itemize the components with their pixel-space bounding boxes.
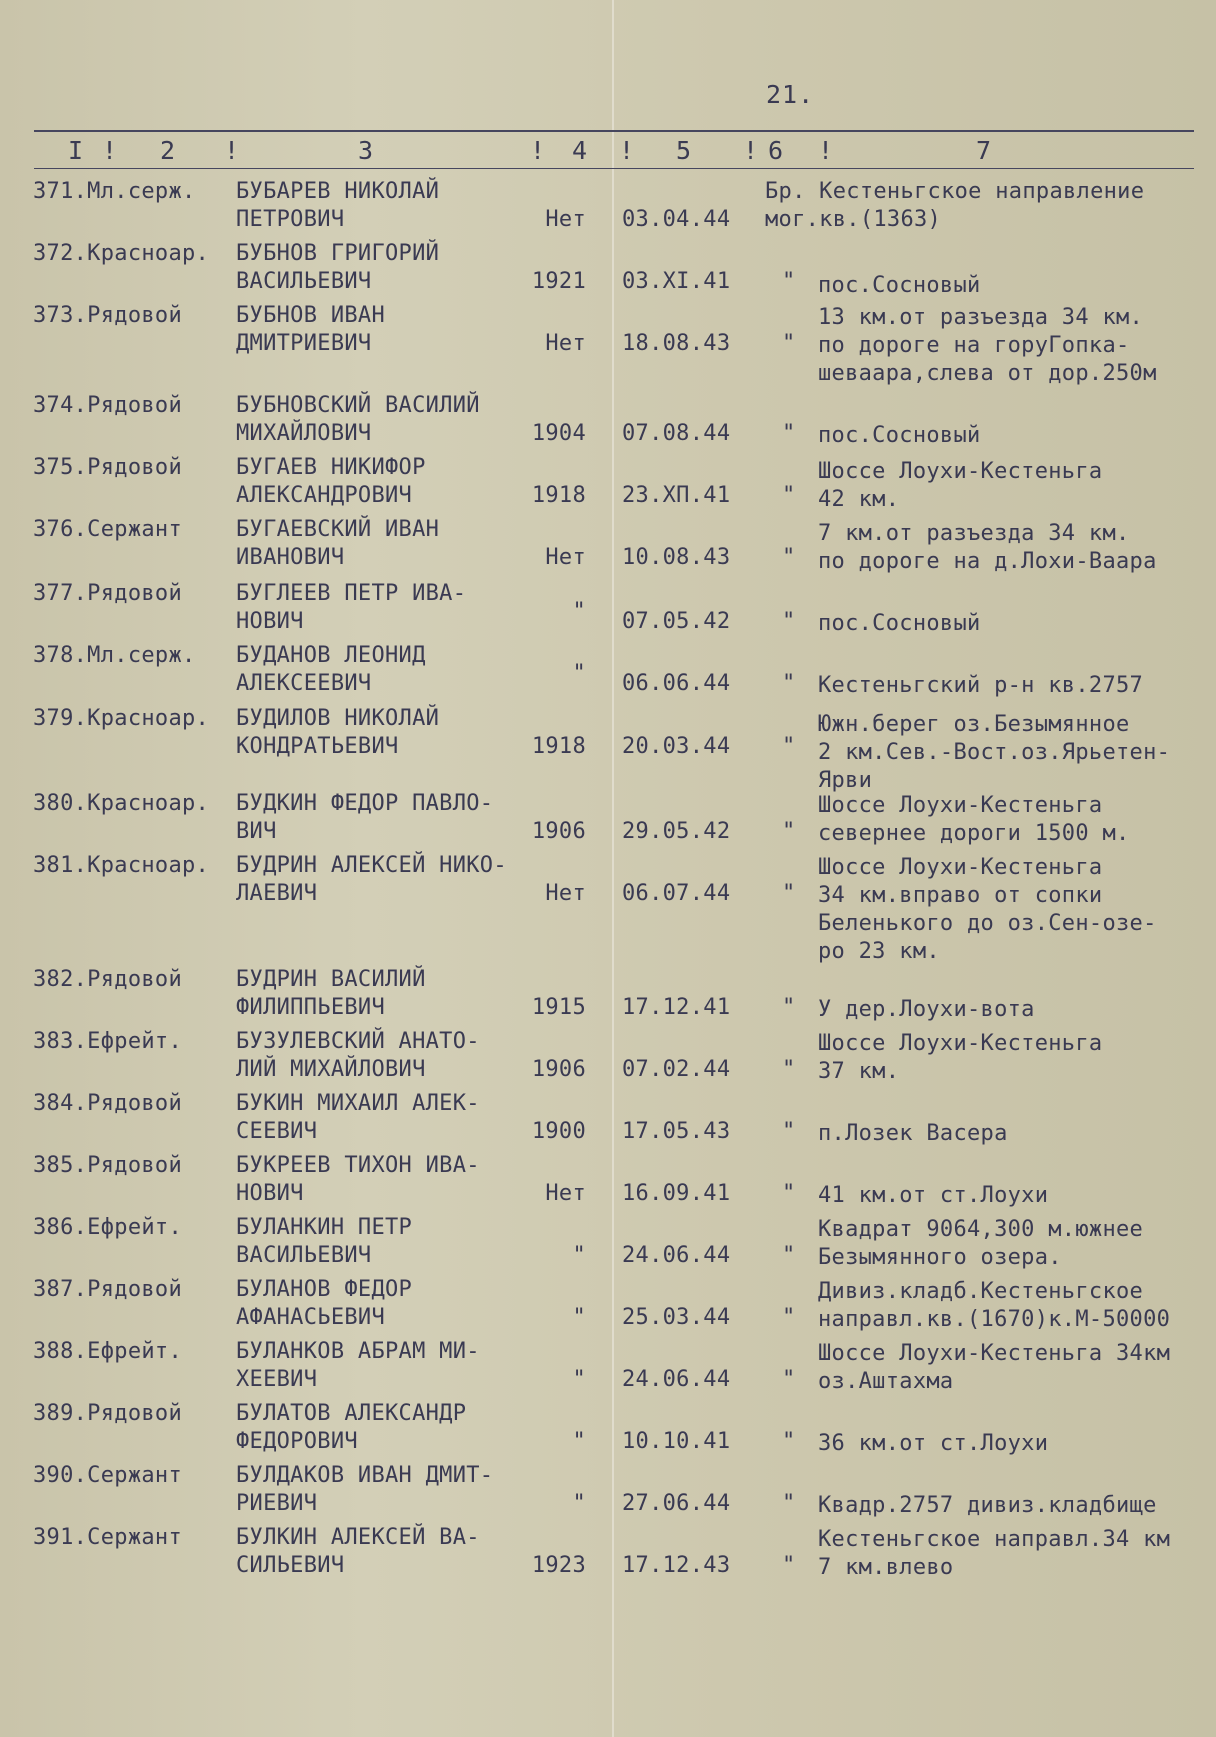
record-ditto-mark: "	[782, 331, 796, 356]
record-ditto-mark: "	[782, 1429, 796, 1454]
record-death-date: 10.08.43	[622, 545, 731, 570]
record-burial-place: 41 км.от ст.Лоухи	[818, 1183, 1049, 1208]
record-death-date: 23.XП.41	[622, 483, 731, 508]
record-death-date: 07.02.44	[622, 1057, 731, 1082]
record-ditto-mark: "	[782, 819, 796, 844]
record-full-name: БУГАЕВСКИЙ ИВАН ИВАНОВИЧ	[236, 517, 440, 570]
record-number-rank: 387.Рядовой	[33, 1277, 182, 1302]
record-ditto-mark: "	[782, 269, 796, 294]
record-ditto-mark: "	[782, 1367, 796, 1392]
record-full-name: БУБНОВ ИВАН ДМИТРИЕВИЧ	[236, 303, 385, 356]
column-header-6: 6	[768, 136, 785, 165]
record-full-name: БУЗУЛЕВСКИЙ АНАТО- ЛИЙ МИХАЙЛОВИЧ	[236, 1029, 480, 1082]
record-burial-place: пос.Сосновый	[818, 273, 981, 298]
record-number-rank: 382.Рядовой	[33, 967, 182, 992]
record-number-rank: 383.Ефрейт.	[33, 1029, 182, 1054]
record-burial-place: 13 км.от разъезда 34 км. по дороге на горуГопка- шеваара,слева от дор.250м	[818, 305, 1157, 386]
record-full-name: БУБНОВ ГРИГОРИЙ ВАСИЛЬЕВИЧ	[236, 241, 440, 294]
column-header-2: 2	[160, 136, 177, 165]
record-full-name: БУДАНОВ ЛЕОНИД АЛЕКСЕЕВИЧ	[236, 643, 426, 696]
record-death-date: 03.XI.41	[622, 269, 731, 294]
record-birth-year: Нет	[545, 545, 586, 570]
record-ditto-mark: "	[782, 609, 796, 634]
record-full-name: БУДКИН ФЕДОР ПАВЛО- ВИЧ	[236, 791, 494, 844]
record-death-date: 06.07.44	[622, 881, 731, 906]
record-birth-year: 1921	[531, 269, 586, 294]
record-number-rank: 379.Красноар.	[33, 706, 210, 731]
record-number-rank: 371.Мл.серж.	[33, 179, 196, 204]
column-separator: !	[619, 136, 635, 165]
record-burial-place: 36 км.от ст.Лоухи	[818, 1431, 1049, 1456]
record-birth-year: "	[572, 1429, 586, 1454]
column-separator: !	[102, 136, 118, 165]
record-burial-place: Квадрат 9064,300 м.южнее Безымянного озера.	[818, 1217, 1144, 1270]
record-birth-year: Нет	[545, 1181, 586, 1206]
record-burial-place: Дивиз.кладб.Кестеньгское направл.кв.(1670)к.М-50000	[818, 1279, 1171, 1332]
column-header-7: 7	[976, 136, 993, 165]
record-full-name: БУЛАНКОВ АБРАМ МИ- ХЕЕВИЧ	[236, 1339, 480, 1392]
record-death-date: 27.06.44	[622, 1491, 731, 1516]
record-number-rank: 388.Ефрейт.	[33, 1339, 182, 1364]
record-number-rank: 375.Рядовой	[33, 455, 182, 480]
record-full-name: БУКРЕЕВ ТИХОН ИВА- НОВИЧ	[236, 1153, 480, 1206]
record-burial-place: Шоссе Лоухи-Кестеньга 34 км.вправо от сопки Беленького до оз.Сен-озе- ро 23 км.	[818, 855, 1157, 964]
record-birth-year: 1904	[531, 421, 586, 446]
record-full-name: БУДИЛОВ НИКОЛАЙ КОНДРАТЬЕВИЧ	[236, 706, 440, 759]
column-separator: !	[818, 136, 834, 165]
record-ditto-mark: "	[782, 1181, 796, 1206]
record-birth-year: Нет	[545, 881, 586, 906]
record-number-rank: 380.Красноар.	[33, 791, 210, 816]
record-burial-place: У дер.Лоухи-вота	[818, 997, 1035, 1022]
record-full-name: БУЛДАКОВ ИВАН ДМИТ- РИЕВИЧ	[236, 1463, 494, 1516]
record-full-name: БУГЛЕЕВ ПЕТР ИВА- НОВИЧ	[236, 581, 467, 634]
record-birth-year: "	[572, 1491, 586, 1516]
record-death-date: 29.05.42	[622, 819, 731, 844]
record-birth-year: Нет	[545, 331, 586, 356]
record-number-rank: 386.Ефрейт.	[33, 1215, 182, 1240]
record-burial-place: Шоссе Лоухи-Кестеньга 37 км.	[818, 1031, 1103, 1084]
record-number-rank: 391.Сержант	[33, 1525, 182, 1550]
record-burial-place: Кестеньгский р-н кв.2757	[818, 673, 1144, 698]
record-burial-place: Южн.берег оз.Безымянное 2 км.Сев.-Вост.оз.Ярьетен- Ярви	[818, 712, 1171, 793]
record-death-date: 18.08.43	[622, 331, 731, 356]
record-ditto-mark: "	[782, 545, 796, 570]
record-number-rank: 385.Рядовой	[33, 1153, 182, 1178]
record-ditto-mark: "	[782, 1491, 796, 1516]
record-death-date: 17.12.43	[622, 1553, 731, 1578]
record-number-rank: 372.Красноар.	[33, 241, 210, 266]
record-full-name: БУДРИН ВАСИЛИЙ ФИЛИППЬЕВИЧ	[236, 967, 426, 1020]
record-burial-place: 7 км.от разъезда 34 км. по дороге на д.Лохи-Ваара	[818, 521, 1157, 574]
column-header-4: 4	[572, 136, 589, 165]
record-death-date: 03.04.44	[622, 207, 731, 232]
record-death-date: 17.12.41	[622, 995, 731, 1020]
record-burial-place: пос.Сосновый	[818, 423, 981, 448]
record-full-name: БУЛКИН АЛЕКСЕЙ ВА- СИЛЬЕВИЧ	[236, 1525, 480, 1578]
column-header-1: I	[68, 136, 85, 165]
column-separator: !	[743, 136, 759, 165]
record-death-date: 07.05.42	[622, 609, 731, 634]
record-full-name: БУДРИН АЛЕКСЕЙ НИКО- ЛАЕВИЧ	[236, 853, 507, 906]
record-burial-place: Бр. Кестеньгское направление мог.кв.(1363)	[765, 179, 1145, 232]
record-burial-place: Квадр.2757 дивиз.кладбище	[818, 1493, 1157, 1518]
record-number-rank: 373.Рядовой	[33, 303, 182, 328]
column-header-5: 5	[676, 136, 693, 165]
record-death-date: 16.09.41	[622, 1181, 731, 1206]
record-ditto-mark: "	[782, 1057, 796, 1082]
record-birth-year: "	[572, 661, 586, 686]
record-death-date: 10.10.41	[622, 1429, 731, 1454]
record-birth-year: 1923	[531, 1553, 586, 1578]
column-header-3: 3	[358, 136, 375, 165]
record-death-date: 17.05.43	[622, 1119, 731, 1144]
record-birth-year: "	[572, 599, 586, 624]
record-number-rank: 377.Рядовой	[33, 581, 182, 606]
record-full-name: БУГАЕВ НИКИФОР АЛЕКСАНДРОВИЧ	[236, 455, 426, 508]
record-number-rank: 381.Красноар.	[33, 853, 210, 878]
record-birth-year: 1915	[531, 995, 586, 1020]
column-separator: !	[530, 136, 546, 165]
record-birth-year: 1906	[531, 819, 586, 844]
record-burial-place: Шоссе Лоухи-Кестеньга 42 км.	[818, 459, 1103, 512]
record-birth-year: Нет	[545, 207, 586, 232]
record-death-date: 20.03.44	[622, 734, 731, 759]
record-ditto-mark: "	[782, 483, 796, 508]
record-death-date: 24.06.44	[622, 1367, 731, 1392]
record-death-date: 07.08.44	[622, 421, 731, 446]
record-number-rank: 389.Рядовой	[33, 1401, 182, 1426]
record-number-rank: 390.Сержант	[33, 1463, 182, 1488]
record-full-name: БУЛАТОВ АЛЕКСАНДР ФЕДОРОВИЧ	[236, 1401, 467, 1454]
record-ditto-mark: "	[782, 421, 796, 446]
record-full-name: БУБАРЕВ НИКОЛАЙ ПЕТРОВИЧ	[236, 179, 440, 232]
record-ditto-mark: "	[782, 995, 796, 1020]
record-birth-year: 1918	[531, 734, 586, 759]
record-ditto-mark: "	[782, 1243, 796, 1268]
record-birth-year: "	[572, 1305, 586, 1330]
record-death-date: 06.06.44	[622, 671, 731, 696]
record-number-rank: 378.Мл.серж.	[33, 643, 196, 668]
record-number-rank: 374.Рядовой	[33, 393, 182, 418]
record-birth-year: "	[572, 1367, 586, 1392]
record-burial-place: Шоссе Лоухи-Кестеньга 34км оз.Аштахма	[818, 1341, 1171, 1394]
page-number: 21.	[766, 80, 815, 109]
record-birth-year: 1906	[531, 1057, 586, 1082]
record-death-date: 24.06.44	[622, 1243, 731, 1268]
record-burial-place: Шоссе Лоухи-Кестеньга севернее дороги 1500 м.	[818, 793, 1130, 846]
record-full-name: БУЛАНОВ ФЕДОР АФАНАСЬЕВИЧ	[236, 1277, 413, 1330]
record-ditto-mark: "	[782, 1553, 796, 1578]
record-number-rank: 376.Сержант	[33, 517, 182, 542]
record-ditto-mark: "	[782, 671, 796, 696]
record-birth-year: "	[572, 1243, 586, 1268]
record-ditto-mark: "	[782, 881, 796, 906]
record-ditto-mark: "	[782, 734, 796, 759]
record-full-name: БУЛАНКИН ПЕТР ВАСИЛЬЕВИЧ	[236, 1215, 413, 1268]
record-full-name: БУКИН МИХАИЛ АЛЕК- СЕЕВИЧ	[236, 1091, 480, 1144]
record-number-rank: 384.Рядовой	[33, 1091, 182, 1116]
record-death-date: 25.03.44	[622, 1305, 731, 1330]
column-separator: !	[224, 136, 240, 165]
record-birth-year: 1900	[531, 1119, 586, 1144]
record-burial-place: Кестеньгское направл.34 км 7 км.влево	[818, 1527, 1171, 1580]
record-ditto-mark: "	[782, 1119, 796, 1144]
record-full-name: БУБНОВСКИЙ ВАСИЛИЙ МИХАЙЛОВИЧ	[236, 393, 480, 446]
record-ditto-mark: "	[782, 1305, 796, 1330]
record-burial-place: пос.Сосновый	[818, 611, 981, 636]
record-birth-year: 1918	[531, 483, 586, 508]
record-burial-place: п.Лозек Васера	[818, 1121, 1008, 1146]
